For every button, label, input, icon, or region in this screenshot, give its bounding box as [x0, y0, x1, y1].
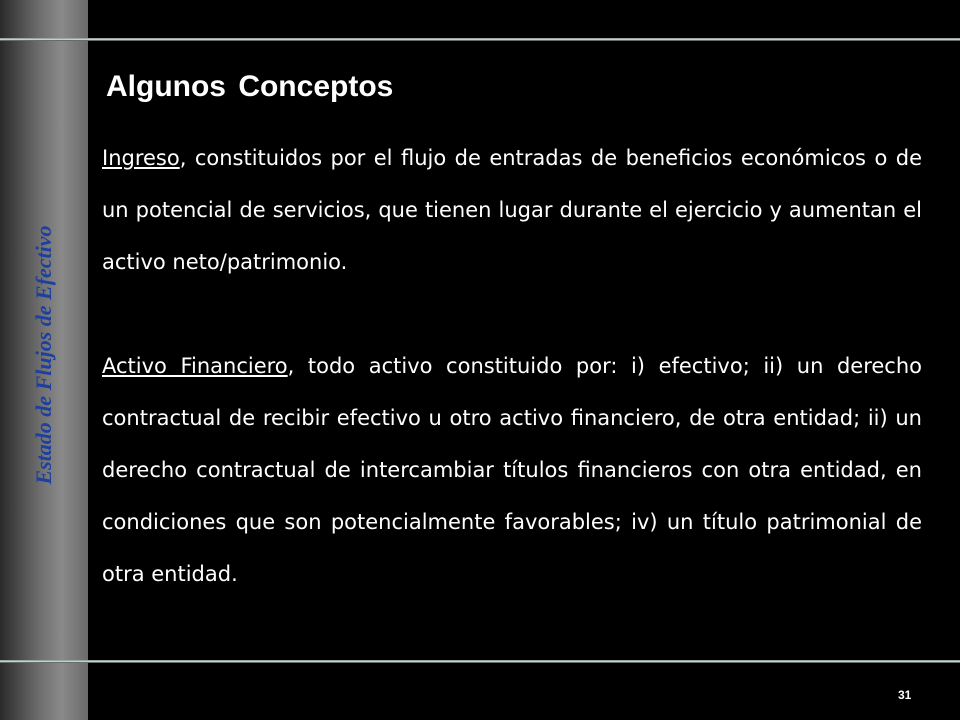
slide-heading: Algunos Conceptos: [106, 70, 394, 103]
bottom-divider: [0, 660, 960, 663]
term-ingreso: Ingreso: [102, 146, 180, 170]
sidebar-title: Estado de Flujos de Efectivo: [31, 225, 56, 485]
page-number: 31: [898, 688, 912, 702]
definition-ingreso: , constituidos por el flujo de entradas de beneficios económicos o de un potencial de servicios, que tienen lugar durante el ejercicio y aumentan el activo neto/patrimonio.: [102, 146, 922, 274]
slide-body: [102, 132, 922, 600]
paragraph-activo-financiero: [102, 340, 922, 600]
paragraph-ingreso: [102, 132, 922, 288]
top-divider: [0, 38, 960, 41]
term-activo-financiero: Activo Financiero: [102, 354, 288, 378]
sidebar: [0, 0, 88, 720]
definition-activo-financiero: , todo activo constituido por: i) efectivo; ii) un derecho contractual de recibir efectivo u otro activo financiero, de otra entidad; ii) un derecho contractual de intercambiar títulos financieros con otra entidad, en condiciones que son potencialmente favorables; iv) un título patrimonial de otra entidad.: [102, 354, 922, 586]
